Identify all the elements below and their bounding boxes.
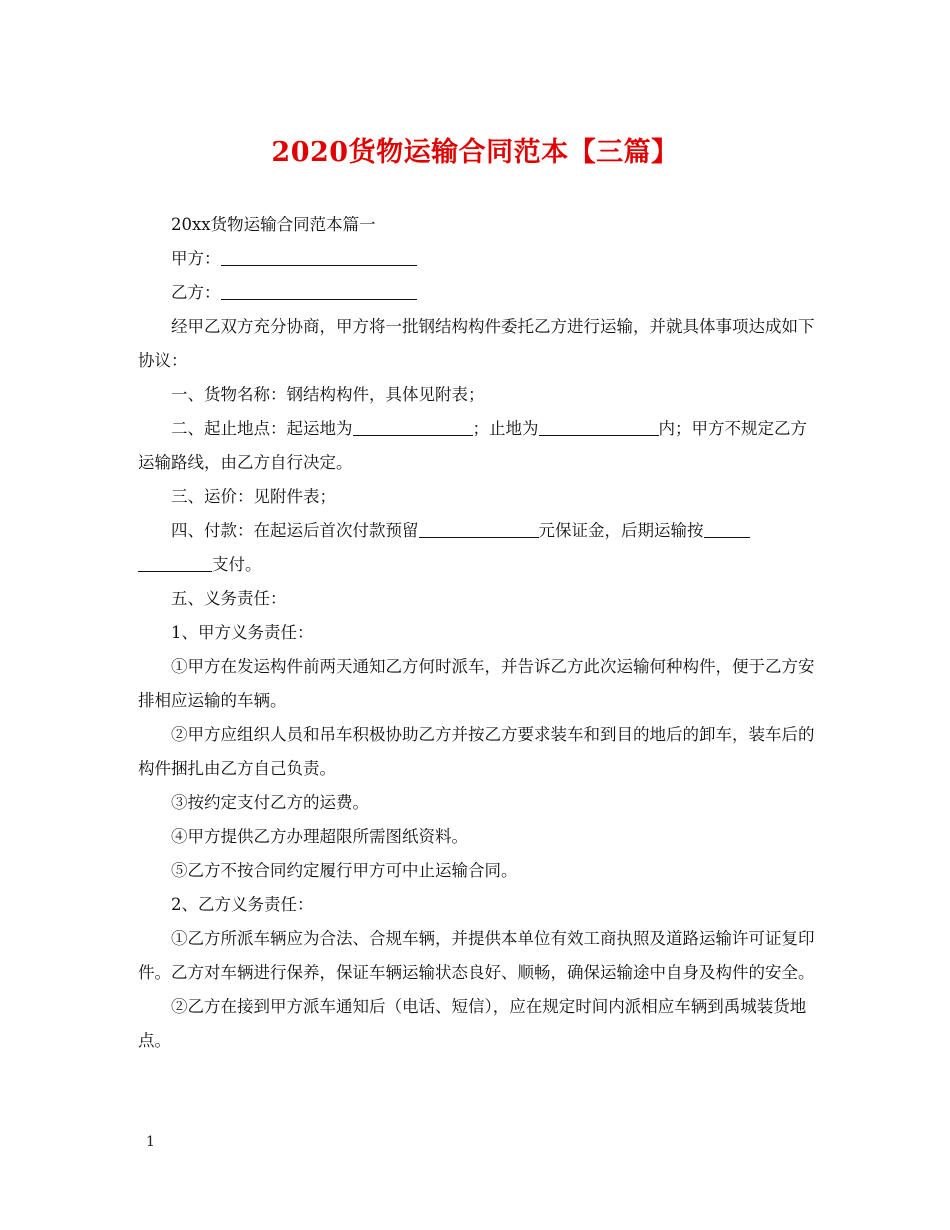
document-title: 2020货物运输合同范本【三篇】 [271,137,679,168]
intro-paragraph: 经甲乙双方充分协商，甲方将一批钢结构构件委托乙方进行运输，并就具体事项达成如下协议： [138,317,815,370]
deposit-blank [419,519,539,538]
party-b-blank [221,281,417,300]
contract-subtitle: 20xx货物运输合同范本篇一 [171,215,376,234]
party-a-obligation-3: ③按约定支付乙方的运费。 [171,793,369,812]
section-party-b-obligations: 2、乙方义务责任： [171,895,314,914]
clause-locations-part1: 二、起止地点：起运地为 [171,419,353,438]
clause-payment-part3: 支付。 [212,555,262,574]
party-a-line [138,242,818,276]
party-a-obligation-4: ④甲方提供乙方办理超限所需图纸资料。 [171,827,468,846]
party-a-obligation-5: ⑤乙方不按合同约定履行甲方可中止运输合同。 [171,861,518,880]
page-number: 1 [146,1134,155,1150]
clause-payment-part1: 四、付款：在起运后首次付款预留 [171,521,419,540]
clause-goods-name: 一、货物名称：钢结构构件，具体见附表； [171,385,485,404]
payment-method-blank-2 [138,553,212,572]
clause-payment [138,514,818,582]
party-a-label: 甲方： [171,249,221,268]
party-a-blank [221,247,417,266]
party-a-obligation-2: ②甲方应组织人员和吊车积极协助乙方并按乙方要求装车和到目的地后的卸车，装车后的构件捆扎由乙方自己负责。 [138,725,815,778]
document-body [138,208,818,1058]
clause-obligations: 五、义务责任： [171,589,287,608]
clause-payment-part2: 元保证金，后期运输按 [538,521,704,540]
party-b-obligation-2: ②乙方在接到甲方派车通知后（电话、短信），应在规定时间内派相应车辆到禹城装货地点。 [138,997,807,1050]
party-b-line [138,276,818,310]
clause-locations-part2: ；止地为 [472,419,539,438]
party-b-obligation-1: ①乙方所派车辆应为合法、合规车辆，并提供本单位有效工商执照及道路运输许可证复印件。乙方对车辆进行保养，保证车辆运输状态良好、顺畅，确保运输途中自身及构件的安全。 [138,929,815,982]
clause-locations-part3: 内；甲方不规定乙方运输路线，由乙方自行决定。 [138,419,807,472]
clause-locations [138,412,818,480]
clause-price: 三、运价：见附件表； [171,487,336,506]
party-b-label: 乙方： [171,283,221,302]
section-party-a-obligations: 1、甲方义务责任： [171,623,314,642]
payment-method-blank-1 [704,519,750,538]
destination-blank [539,417,659,436]
origin-blank [353,417,473,436]
party-a-obligation-1: ①甲方在发运构件前两天通知乙方何时派车，并告诉乙方此次运输何种构件，便于乙方安排相应运输的车辆。 [138,657,815,710]
